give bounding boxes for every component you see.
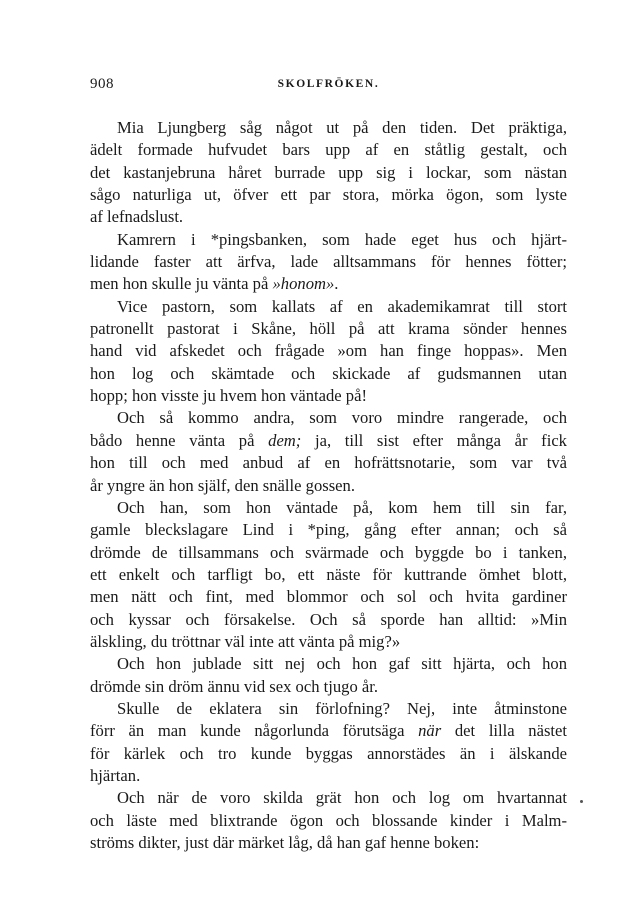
line-text: ströms dikter, just där märket låg, då han gaf henne boken:	[90, 833, 480, 852]
line-text: Skulle de eklatera sin förlofning? Nej, inte åtminstone	[117, 698, 567, 718]
paragraph	[90, 229, 567, 296]
text-line	[90, 743, 567, 765]
line-text: hopp; hon visste ju hvem hon väntade på!	[90, 386, 367, 406]
text-line	[90, 497, 567, 519]
line-text: Och han, som hon väntade på, kom hem till sin far,	[117, 497, 567, 517]
text-line	[90, 765, 567, 787]
body-text	[90, 117, 567, 854]
line-text: men nätt och fint, med blommor och sol och hvita gardiner	[90, 587, 567, 607]
paragraph	[90, 787, 567, 854]
text-line	[90, 363, 567, 385]
paragraph	[90, 117, 567, 229]
emphasis-text: »honom»	[272, 274, 335, 294]
line-text: .	[334, 274, 339, 294]
text-line	[90, 206, 567, 228]
paragraph	[90, 407, 567, 496]
text-line	[90, 653, 567, 675]
line-text: patronellt pastorat i Skåne, höll på att krama sönder hennes	[90, 319, 567, 339]
text-line	[90, 720, 567, 742]
line-text: sågo naturliga ut, öfver ett par stora, mörka ögon, som lyste	[90, 185, 567, 205]
line-text: Och när de voro skilda grät hon och log om hvartannat	[117, 788, 567, 808]
line-text: Och så kommo andra, som voro mindre rangerade, och	[117, 408, 567, 428]
line-text: hon log och skämtade och skickade af gudsmannen utan	[90, 363, 567, 383]
emphasis-text: dem;	[268, 430, 302, 450]
text-line	[90, 810, 567, 832]
text-line	[90, 340, 567, 362]
line-text: Vice pastorn, som kallats af en akademikamrat till stort	[117, 296, 567, 316]
line-text: drömde de tillsammans och svärmade och byggde bo i tanken,	[90, 542, 567, 562]
text-line	[90, 519, 567, 541]
paragraph	[90, 653, 567, 698]
line-text: hand vid afskedet och frågade »om han finge hoppas». Men	[90, 341, 567, 361]
line-text: och läste med blixtrande ögon och blossande kinder i Malm-	[90, 810, 567, 830]
text-line	[90, 475, 567, 497]
line-text: och kyssar och försakelse. Och så sporde han alltid: »Min	[90, 609, 567, 629]
text-line	[90, 117, 567, 139]
text-line	[90, 251, 567, 273]
line-text: gamle bleckslagare Lind i *ping, gång efter annan; och så	[90, 520, 567, 540]
line-text: drömde sin dröm ännu vid sex och tjugo år.	[90, 676, 379, 696]
text-line	[90, 139, 567, 161]
line-text: ädelt formade hufvudet bars upp af en ståtlig gestalt, och	[90, 140, 567, 160]
line-text: år yngre än hon själf, den snälle gossen.	[90, 475, 355, 495]
text-line	[90, 430, 567, 452]
text-line	[90, 407, 567, 429]
line-text: Kamrern i *pingsbanken, som hade eget hus och hjärt-	[117, 229, 567, 249]
line-text: ja, till sist efter många år fick	[301, 430, 567, 450]
text-line	[90, 318, 567, 340]
text-line	[90, 676, 567, 698]
text-line	[90, 385, 567, 407]
text-line	[90, 631, 567, 653]
text-line	[90, 609, 567, 631]
line-text: Mia Ljungberg såg något ut på den tiden. Det präktiga,	[117, 118, 567, 137]
emphasis-text: när	[418, 721, 442, 741]
line-text: bådo henne vänta på	[90, 430, 269, 450]
line-text: hjärtan.	[90, 765, 141, 785]
text-line	[90, 698, 567, 720]
page-number: 908	[90, 76, 114, 92]
text-line	[90, 586, 567, 608]
line-text: det lilla nästet	[441, 721, 568, 741]
line-text: hon till och med anbud af en hofrättsnotarie, som var två	[90, 453, 567, 473]
line-text: älskling, du tröttnar väl inte att vänta på mig?»	[90, 631, 401, 651]
paragraph	[90, 497, 567, 653]
line-text: förr än man kunde någorlunda förutsäga	[90, 721, 419, 741]
line-text: för kärlek och tro kunde byggas annorstädes än i älskande	[90, 743, 567, 763]
text-line	[90, 787, 567, 809]
text-line	[90, 832, 567, 854]
text-line	[90, 542, 567, 564]
text-line	[90, 162, 567, 184]
paragraph	[90, 296, 567, 408]
margin-mark	[580, 800, 583, 803]
line-text: lidande faster att ärfva, lade alltsammans för hennes fötter;	[90, 252, 567, 272]
text-line	[90, 452, 567, 474]
text-line	[90, 273, 567, 295]
running-head: SKOLFRÖKEN.	[277, 78, 380, 90]
text-line	[90, 564, 567, 586]
line-text: ett enkelt och tarfligt bo, ett näste för kuttrande ömhet blott,	[90, 564, 567, 584]
paragraph	[90, 698, 567, 787]
line-text: Och hon jublade sitt nej och hon gaf sitt hjärta, och hon	[117, 654, 567, 674]
text-line	[90, 296, 567, 318]
line-text: det kastanjebruna håret burrade upp sig i lockar, som nästan	[90, 162, 567, 182]
page-header	[90, 76, 567, 98]
text-line	[90, 184, 567, 206]
line-text: af lefnadslust.	[90, 207, 184, 227]
text-line	[90, 229, 567, 251]
line-text: men hon skulle ju vänta på	[90, 274, 273, 294]
